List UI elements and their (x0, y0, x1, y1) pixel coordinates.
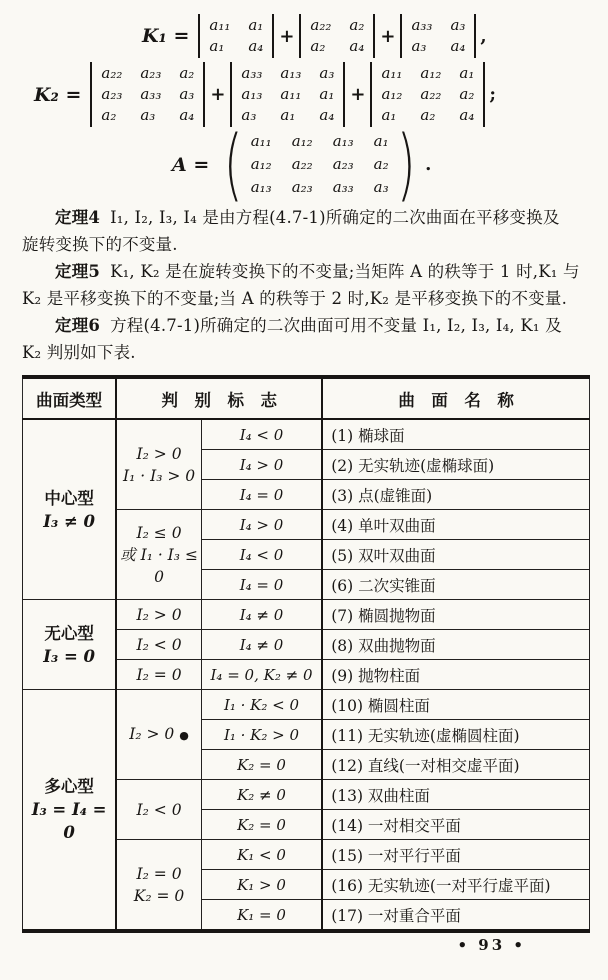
matrix-entry: a₁₃ (241, 85, 263, 103)
type-cell-multicentral (23, 690, 117, 932)
matrix-entry: a₄ (450, 37, 466, 55)
type-label: 无心型 (44, 623, 94, 643)
theorem-5-line-2: K₂ 是平移变换下的不变量;当 A 的秩等于 2 时,K₂ 是平移变换下的不变量. (22, 289, 568, 308)
header-criteria: 判 别 标 志 (116, 377, 322, 419)
condition-cell: I₄ = 0 (201, 570, 322, 600)
formula-k1 (142, 14, 590, 58)
matrix-entry: a₂₃ (140, 64, 162, 82)
table-row (23, 690, 590, 720)
condition-cell: I₄ > 0 (201, 450, 322, 480)
matrix-entry: a₁₂ (381, 85, 403, 103)
matrix-entry: a₁₁ (280, 85, 302, 103)
determinant (400, 14, 476, 58)
matrix-entry: a₃ (373, 178, 389, 196)
matrix-entry: a₂₃ (332, 155, 354, 173)
matrix-entry: a₁₁ (381, 64, 403, 82)
matrix-entry: a₃₃ (411, 16, 433, 34)
condition-cell: I₁ · K₂ > 0 (201, 720, 322, 750)
determinant (90, 62, 205, 127)
matrix-entry: a₁₁ (250, 132, 272, 150)
formula-a-period: . (425, 154, 432, 175)
group-condition: I₂ > 0 (129, 724, 175, 743)
formula-k2-semicolon: ; (489, 84, 497, 105)
condition-cell: I₄ > 0 (201, 510, 322, 540)
matrix-entry: a₂₂ (101, 64, 123, 82)
formula-k1-lhs: K₁ = (142, 25, 190, 47)
surface-name-cell: (2) 无实轨迹(虚椭球面) (322, 450, 589, 480)
table-header-row (23, 377, 590, 419)
surface-name-cell: (14) 一对相交平面 (322, 810, 589, 840)
matrix-entry: a₁ (373, 132, 389, 150)
type-label: 多心型 (44, 777, 94, 796)
ink-blob-artifact: ● (179, 728, 189, 742)
matrix-entry: a₂ (101, 106, 117, 124)
theorem-4 (22, 204, 590, 258)
determinant (299, 14, 375, 58)
matrix-entry: a₁₃ (250, 178, 272, 196)
matrix-entry: a₃ (319, 64, 335, 82)
condition-cell: I₄ ≠ 0 (201, 630, 322, 660)
matrix-entry: a₄ (319, 106, 335, 124)
matrix-entry: a₃ (140, 106, 156, 124)
condition-cell: I₄ < 0 (201, 419, 322, 450)
surface-name-cell: (12) 直线(一对相交虚平面) (322, 750, 589, 780)
surface-name-cell: (6) 二次实锥面 (322, 570, 589, 600)
matrix-entry: a₂ (179, 64, 195, 82)
determinant (230, 62, 345, 127)
condition-cell: K₂ = 0 (201, 750, 322, 780)
matrix-entry: a₃₃ (332, 178, 354, 196)
type-cell-central (23, 419, 117, 600)
theorem-6-label: 定理6 (55, 316, 101, 335)
matrix-entry: a₂₂ (310, 16, 332, 34)
matrix-grid (249, 131, 391, 198)
matrix-entry: a₁ (459, 64, 475, 82)
matrix-entry: a₂₃ (291, 178, 313, 196)
matrix: ( a₁₁ a₁₂ a₁₃ a₁ a₁₂ a₂₂ a₂₃ a₂ a₁₃ a₂₃ a₃₃ a₃ ) (224, 119, 416, 210)
group-condition: 或 I₁ · I₃ ≤ 0 (120, 545, 198, 586)
condition-cell: K₁ < 0 (201, 840, 322, 870)
plus-operator: + (380, 25, 396, 47)
formula-a-lhs: A = (172, 153, 210, 176)
group-condition: I₁ · I₃ > 0 (122, 466, 196, 485)
plus-operator: + (279, 25, 295, 47)
determinant (370, 62, 485, 127)
theorem-5-line-1: K₁, K₂ 是在旋转变换下的不变量;当矩阵 A 的秩等于 1 时,K₁ 与 (110, 262, 580, 281)
matrix-entry: a₁₂ (250, 155, 272, 173)
condition-cell: I₄ = 0, K₂ ≠ 0 (201, 660, 322, 690)
matrix-entry: a₃₃ (241, 64, 263, 82)
plus-operator: + (210, 84, 226, 105)
matrix-entry: a₃ (241, 106, 257, 124)
surface-name-cell: (15) 一对平行平面 (322, 840, 589, 870)
surface-name-cell: (13) 双曲柱面 (322, 780, 589, 810)
group-condition-cell: I₂ < 0 (116, 780, 201, 840)
surface-name-cell: (10) 椭圆柱面 (322, 690, 589, 720)
matrix-entry: a₁ (280, 106, 296, 124)
surface-name-cell: (9) 抛物柱面 (322, 660, 589, 690)
matrix-entry: a₁₁ (209, 16, 231, 34)
surface-name-cell: (8) 双曲抛物面 (322, 630, 589, 660)
type-label: 中心型 (44, 488, 94, 508)
formula-k2 (34, 62, 590, 127)
group-condition-cell (116, 510, 201, 600)
header-surface-name: 曲 面 名 称 (322, 377, 589, 419)
matrix-entry: a₃ (450, 16, 466, 34)
matrix-entry: a₃ (179, 85, 195, 103)
group-condition: I₂ > 0 (136, 444, 182, 463)
surface-name-cell: (4) 单叶双曲面 (322, 510, 589, 540)
matrix-entry: a₃ (411, 37, 427, 55)
matrix-entry: a₁ (209, 37, 225, 55)
theorem-6-line-1: 方程(4.7-1)所确定的二次曲面可用不变量 I₁, I₂, I₃, I₄, K₁ 及 (110, 316, 562, 335)
matrix-entry: a₂₂ (420, 85, 442, 103)
theorem-5 (22, 258, 590, 312)
matrix-entry: a₁₃ (280, 64, 302, 82)
theorem-4-line-1: I₁, I₂, I₃, I₄ 是由方程(4.7-1)所确定的二次曲面在平移变换及 (110, 208, 560, 227)
surface-name-cell: (11) 无实轨迹(虚椭圆柱面) (322, 720, 589, 750)
matrix-entry: a₂ (349, 16, 365, 34)
type-condition: I₃ = 0 (43, 646, 95, 666)
group-condition-cell: I₂ = 0 (116, 660, 201, 690)
group-condition-cell (116, 840, 201, 932)
condition-cell: I₄ = 0 (201, 480, 322, 510)
matrix-entry: a₁₂ (420, 64, 442, 82)
formula-k2-lhs: K₂ = (34, 83, 82, 106)
matrix-entry: a₂₃ (101, 85, 123, 103)
classification-table (22, 375, 590, 933)
matrix-entry: a₃₃ (140, 85, 162, 103)
plus-operator: + (350, 84, 366, 105)
group-condition-cell: I₂ < 0 (116, 630, 201, 660)
type-condition: I₃ = I₄ = 0 (31, 800, 107, 842)
theorem-5-label: 定理5 (55, 262, 101, 281)
surface-name-cell: (3) 点(虚锥面) (322, 480, 589, 510)
condition-cell: K₁ > 0 (201, 870, 322, 900)
theorem-block (22, 204, 590, 366)
surface-name-cell: (17) 一对重合平面 (322, 900, 589, 932)
surface-name-cell: (1) 椭球面 (322, 419, 589, 450)
formula-a-matrix (172, 119, 590, 210)
matrix-entry: a₄ (349, 37, 365, 55)
surface-name-cell: (5) 双叶双曲面 (322, 540, 589, 570)
condition-cell: I₄ ≠ 0 (201, 600, 322, 630)
determinant (198, 14, 274, 58)
matrix-entry: a₁ (319, 85, 335, 103)
group-condition: I₂ = 0 (136, 864, 182, 883)
group-condition-cell: I₂ > 0 (116, 600, 201, 630)
matrix-entry: a₁₂ (291, 132, 313, 150)
matrix-entry: a₂₂ (291, 155, 313, 173)
formula-k1-comma: , (480, 25, 487, 47)
condition-cell: K₂ = 0 (201, 810, 322, 840)
surface-name-cell: (7) 椭圆抛物面 (322, 600, 589, 630)
surface-name-cell: (16) 无实轨迹(一对平行虚平面) (322, 870, 589, 900)
matrix-entry: a₁ (381, 106, 397, 124)
group-condition: K₂ = 0 (133, 886, 185, 905)
header-surface-type: 曲面类型 (23, 377, 117, 419)
condition-cell: K₂ ≠ 0 (201, 780, 322, 810)
group-condition-cell (116, 690, 201, 780)
matrix-entry: a₄ (459, 106, 475, 124)
matrix-entry: a₄ (179, 106, 195, 124)
matrix-entry: a₁₃ (332, 132, 354, 150)
matrix-entry: a₄ (248, 37, 264, 55)
matrix-entry: a₂ (459, 85, 475, 103)
group-condition: I₂ ≤ 0 (136, 523, 182, 542)
matrix-entry: a₂ (310, 37, 326, 55)
condition-cell: I₁ · K₂ < 0 (201, 690, 322, 720)
matrix-entry: a₂ (373, 155, 389, 173)
theorem-4-line-2: 旋转变换下的不变量. (22, 235, 178, 254)
table-row (23, 600, 590, 630)
theorem-6-line-2: K₂ 判别如下表. (22, 343, 136, 362)
theorem-6 (22, 312, 590, 366)
type-cell-noncentral (23, 600, 117, 690)
condition-cell: K₁ = 0 (201, 900, 322, 932)
table-row (23, 419, 590, 450)
group-condition-cell (116, 419, 201, 510)
matrix-entry: a₂ (420, 106, 436, 124)
theorem-4-label: 定理4 (55, 208, 101, 227)
condition-cell: I₄ < 0 (201, 540, 322, 570)
type-condition: I₃ ≠ 0 (43, 511, 95, 531)
matrix-entry: a₁ (248, 16, 264, 34)
page-number: • 93 • (457, 936, 526, 954)
